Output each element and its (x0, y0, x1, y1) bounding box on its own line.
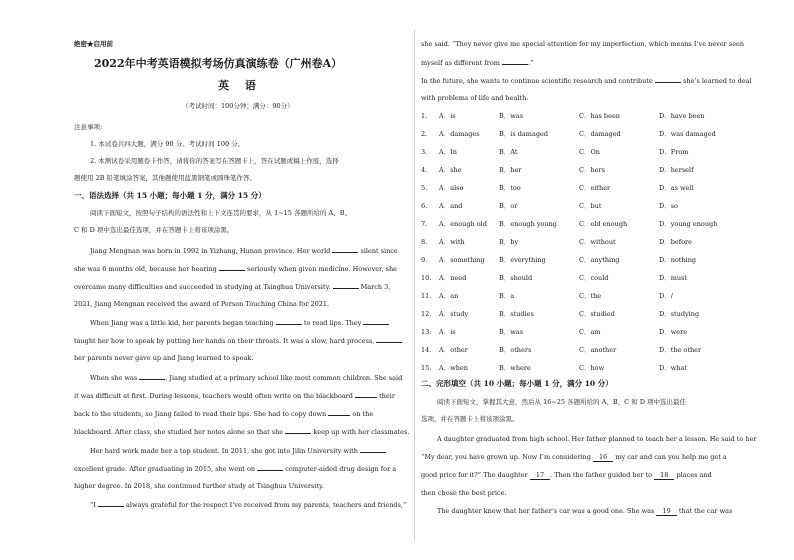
section2-title: 二、完形填空（共 10 小题；每小题 1 分，满分 10 分） (421, 379, 613, 388)
passage-line: she said. “They never give me special attention for my imperfection, which means I’ve never seen (421, 40, 745, 48)
option-d[interactable]: D．young enough (659, 220, 718, 228)
passage-line: Jiang Mengnan was born in 1992 in Yizhang, Hunan province. Her world silent since (90, 247, 398, 255)
passage-line: When she was , Jiang studied at a primary school like most common children. She said (90, 374, 403, 382)
option-a[interactable]: A．damages (439, 130, 480, 138)
question-number: 15. (421, 364, 432, 372)
option-b[interactable]: B．by (499, 238, 519, 246)
section1-title: 一、语法选择（共 15 小题；每小题 1 分，满分 15 分） (74, 191, 266, 200)
subject-title: 英 语 (218, 79, 262, 92)
option-d[interactable]: D．what (659, 364, 687, 372)
option-a[interactable]: A．she (439, 166, 462, 174)
option-a[interactable]: A．enough old (439, 220, 487, 228)
passage-line: 2021, Jiang Mengnan received the award of Person Touching China for 2021. (74, 300, 330, 308)
option-c[interactable]: C．another (579, 346, 617, 354)
option-c[interactable]: C．could (579, 274, 609, 282)
answer-blank[interactable] (332, 246, 358, 253)
section2-instr-b: 选项，并在答题卡上将该项涂黑。 (421, 415, 519, 423)
option-b[interactable]: B．enough young (499, 220, 557, 228)
passage-line: her parents never gave up and Jiang learned to speak. (74, 354, 254, 362)
option-a[interactable]: A．is (439, 328, 456, 336)
option-a[interactable]: A．study (439, 310, 469, 318)
question-number: 11. (421, 292, 432, 300)
question-number: 10. (421, 274, 432, 282)
note-2b: 题使用 2B 铅笔填涂答案，其他题使用蓝黑钢笔或圆珠笔作答。 (74, 174, 257, 182)
cloze-blank-16[interactable]: 16 (593, 453, 613, 462)
question-number: 8. (421, 238, 428, 246)
question-number: 1. (421, 112, 428, 120)
answer-blank[interactable] (363, 318, 389, 325)
answer-blank[interactable] (98, 500, 124, 507)
passage-line: blackboard. After class, she studied her notes alone so that she keep up with her classmates. (74, 428, 410, 436)
passage-line: excellent grade. After graduating in 2015, she went on computer-aided drug design for a (74, 465, 397, 473)
option-d[interactable]: D．have been (659, 112, 705, 120)
option-d[interactable]: D．nothing (659, 256, 697, 264)
option-c[interactable]: C．studied (579, 310, 615, 318)
note-2a: 2. 本测试卷采用题卷卡作答，请将你的答案写在答题卡上，答在试题或稿上作废，选择 (90, 157, 339, 165)
passage-line: good price for it?” The daughter 17 . Then the father guided her to 18 places and (421, 471, 712, 479)
option-a[interactable]: A．and (439, 202, 463, 210)
passage-line: it was difficult at first. During lessons, teachers would often write on the blackboard their (74, 392, 395, 400)
option-c[interactable]: C．the (579, 292, 602, 300)
option-a[interactable]: A．is (439, 112, 456, 120)
exam-info: （考试时间：100分钟；满分：90分） (182, 102, 294, 110)
answer-blank[interactable] (139, 373, 165, 380)
column-divider (414, 30, 415, 540)
passage-line: The daughter knew that her father’s car was a good one. She was 19 that the car was (437, 507, 733, 515)
option-a[interactable]: A．something (439, 256, 485, 264)
option-b[interactable]: B．studies (499, 310, 534, 318)
question-number: 6. (421, 202, 428, 210)
passage-line: When Jiang was a little kid, her parents began teaching to read lips. They (90, 318, 389, 327)
question-number: 13. (421, 328, 432, 336)
option-d[interactable]: D．was damaged (659, 130, 716, 138)
passage-line: myself as different from .” (421, 59, 534, 67)
option-c[interactable]: C．am (579, 328, 601, 336)
option-b[interactable]: B．is damaged (499, 130, 549, 138)
option-c[interactable]: C．old enough (579, 220, 628, 228)
option-a[interactable]: A．need (439, 274, 467, 282)
option-a[interactable]: A．other (439, 346, 468, 354)
question-number: 12. (421, 310, 432, 318)
option-b[interactable]: B．others (499, 346, 532, 354)
option-a[interactable]: A．also (439, 184, 464, 192)
option-c[interactable]: C．damaged (579, 130, 621, 138)
answer-blank[interactable] (502, 58, 528, 65)
answer-blank[interactable] (360, 446, 386, 453)
option-a[interactable]: A．when (439, 364, 468, 372)
option-c[interactable]: C．either (579, 184, 611, 192)
option-b[interactable]: B．everything (499, 256, 546, 264)
passage-line: A daughter graduated from high school. Her father planned to teach her a lesson. He said to her (437, 435, 757, 443)
option-d[interactable]: D．From (659, 148, 689, 156)
option-c[interactable]: C．but (579, 202, 602, 210)
section1-instr-b: C 和 D 项中选出最佳选项，并在答题卡上将该项涂黑。 (74, 226, 234, 234)
option-b[interactable]: B．her (499, 166, 522, 174)
passage-line: In the future, she wants to continue scientific research and contribute she’s learned to deal (421, 77, 752, 85)
passage-line: Her hard work made her a top student. In 2011, she got into Jilin University with (90, 446, 386, 455)
option-c[interactable]: C．hers (579, 166, 605, 174)
question-number: 9. (421, 256, 428, 264)
option-b[interactable]: B．was (499, 328, 524, 336)
answer-blank[interactable] (355, 391, 377, 398)
option-d[interactable]: D．studying (659, 310, 700, 318)
option-d[interactable]: D．before (659, 238, 692, 246)
passage-line: taught her how to speak by putting her hands on their throats. It was a slow, hard process, (74, 336, 402, 345)
option-d[interactable]: D．/ (659, 292, 673, 300)
passage-line: overcame many difficulties and succeeded in studying at Tsinghua University. March 3, (74, 283, 391, 291)
option-a[interactable]: A．In (439, 148, 457, 156)
option-b[interactable]: B．At (499, 148, 518, 156)
answer-blank[interactable] (333, 282, 359, 289)
answer-blank[interactable] (276, 318, 302, 325)
answer-blank[interactable] (285, 427, 311, 434)
option-c[interactable]: C．how (579, 364, 605, 372)
passage-line: “My dear, you have grown up. Now I’m considering 16 my car and can you help me get a (421, 453, 727, 461)
option-b[interactable]: B．should (499, 274, 533, 282)
answer-blank[interactable] (655, 76, 681, 83)
answer-blank[interactable] (257, 464, 283, 471)
question-number: 7. (421, 220, 428, 228)
option-c[interactable]: C．has been (579, 112, 620, 120)
option-c[interactable]: C．anything (579, 256, 620, 264)
passage-line: with problems of life and health. (421, 94, 529, 102)
answer-blank[interactable] (328, 409, 350, 416)
option-d[interactable]: D．herself (659, 166, 694, 174)
option-d[interactable]: D．as well (659, 184, 694, 192)
question-number: 14. (421, 346, 432, 354)
cloze-blank-17[interactable]: 17 (530, 471, 550, 480)
passage-line: “I always grateful for the respect I’ve received from my parents, teachers and friends,” (90, 501, 407, 509)
answer-blank[interactable] (376, 336, 402, 343)
answer-blank[interactable] (219, 264, 245, 271)
section2-instr-a: 阅读下面短文，掌握其大意，然后从 16~25 各题所给的 A、B、C 和 D 项中选出最佳 (437, 398, 687, 406)
question-number: 3. (421, 148, 428, 156)
option-c[interactable]: C．without (579, 238, 616, 246)
option-a[interactable]: A．an (439, 292, 459, 300)
option-b[interactable]: B．was (499, 112, 524, 120)
option-b[interactable]: B．too (499, 184, 521, 192)
question-number: 4. (421, 166, 428, 174)
option-b[interactable]: B．where (499, 364, 531, 372)
cloze-blank-18[interactable]: 18 (654, 471, 674, 480)
passage-line: then chose the best price. (421, 489, 507, 497)
secret-mark: 绝密★启用前 (74, 40, 113, 48)
option-a[interactable]: A．with (439, 238, 465, 246)
exam-title: 2022年中考英语模拟考场仿真演练卷（广州卷A） (94, 57, 343, 70)
section1-instr-a: 阅读下面短文，按照句子结构的语法性和上下文连贯的要求，从 1~15 各题所给的 A、B、 (90, 209, 352, 217)
option-d[interactable]: D．so (659, 202, 678, 210)
passage-line: higher degree. In 2018, she continued further study at Tsinghua University. (74, 482, 324, 490)
passage-line: back to the students, so Jiang failed to read their lips. She had to copy down on the (74, 410, 374, 418)
option-d[interactable]: D．must (659, 274, 688, 282)
notes-heading: 注意事项: (74, 123, 103, 131)
option-c[interactable]: C．On (579, 148, 600, 156)
option-b[interactable]: B．or (499, 202, 518, 210)
option-b[interactable]: B．a (499, 292, 515, 300)
option-d[interactable]: D．were (659, 328, 688, 336)
passage-line: she was 6 months old, because her hearing seriously when given medicine. However, she (74, 265, 398, 273)
question-number: 2. (421, 130, 428, 138)
option-d[interactable]: D．the other (659, 346, 702, 354)
cloze-blank-19[interactable]: 19 (656, 507, 676, 516)
note-1: 1. 本试卷共四大题，满分 90 分。考试时间 100 分。 (90, 140, 245, 148)
question-number: 5. (421, 184, 428, 192)
